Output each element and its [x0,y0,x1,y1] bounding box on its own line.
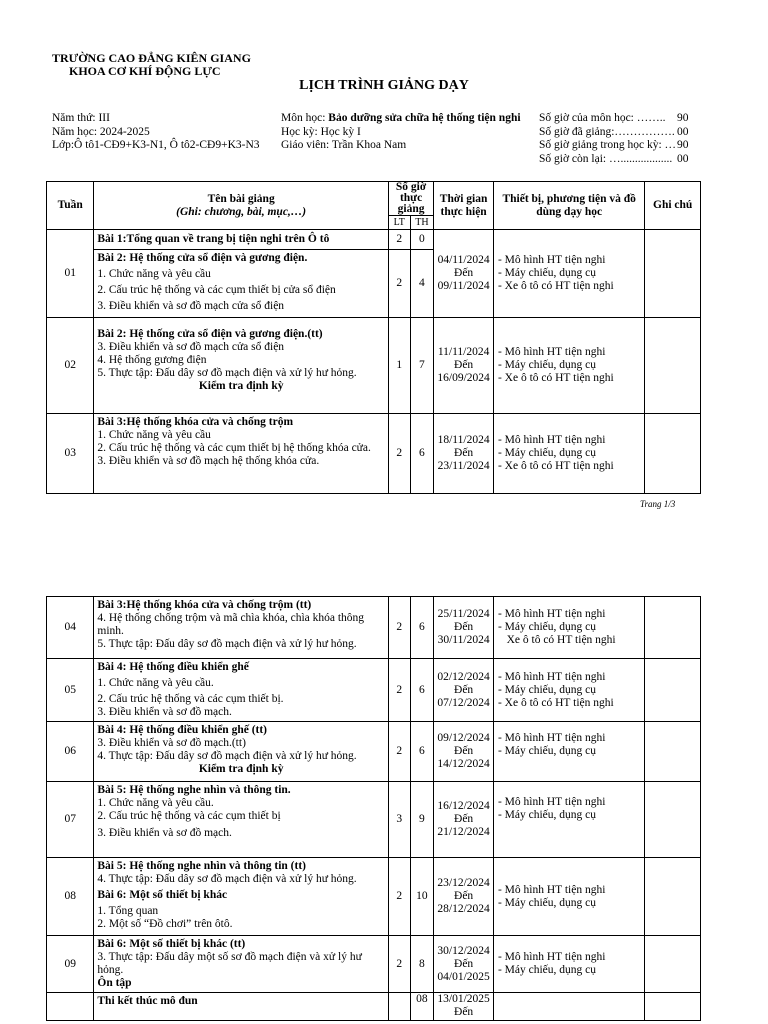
lesson-item: 1. Chức năng và yêu cầu [97,268,211,280]
equipment-cell [493,858,644,936]
col-lesson-note: (Ghi: chương, bài, mục,…) [176,205,307,218]
date-to-label: Đến [454,447,474,459]
equipment-cell [493,597,644,659]
equipment-cell [493,414,644,494]
equipment-item: - Mô hình HT tiện nghi [497,434,606,446]
equipment-item: - Mô hình HT tiện nghi [497,670,606,683]
lesson-item: 5. Thực tập: Đấu dây sơ đồ mạch điện và xử lý hư hỏng. [97,638,357,650]
date-cell [434,722,494,782]
week-cell: 03 [47,414,94,494]
date-cell [434,858,494,936]
school-year: Năm học: 2024-2025 [52,125,150,138]
lesson-item: 1. Chức năng và yêu cầu [97,429,211,441]
lt-cell: 2 [388,858,410,936]
date-cell [434,597,494,659]
date-to-label: Đến [454,813,474,825]
date-to-label: Đến [454,683,474,696]
lesson-title: Bài 3:Hệ thống khóa cửa và chống trộm (tt) [97,599,312,611]
lt-cell: 2 [388,250,410,318]
date-from: 25/11/2024 [437,608,490,620]
equipment-item: - Máy chiếu, dụng cụ [497,683,597,696]
week-cell: 08 [47,858,94,936]
lesson-extra: Kiểm tra định kỳ [198,380,284,392]
table-row [47,782,701,858]
th-cell: 8 [410,936,434,993]
col-th: TH [410,216,434,230]
class-info [52,112,260,153]
equipment-item: - Máy chiếu, dụng cụ [497,745,597,757]
lt-cell [388,993,410,1021]
note-cell [645,722,701,782]
note-cell [645,659,701,722]
equipment-item: - Xe ô tô có HT tiện nghi [497,696,614,709]
week-cell: 05 [47,659,94,722]
week-cell: 04 [47,597,94,659]
lesson-item: 2. Một số “Đồ chơi” trên ôtô. [97,918,233,930]
lesson-item: 4. Thực tập: Đấu dây sơ đồ mạch điện và xử lý hư hỏng. [97,873,357,885]
col-time: Thời gian thực hiện [434,182,494,230]
lesson-item: 1. Chức năng và yêu cầu. [97,797,214,809]
lesson-title: Bài 6: Một số thiết bị khác (tt) [97,938,246,950]
lesson-cell [94,858,389,936]
lesson-title: Bài 2: Hệ thống cửa sổ điện và gương điện. [97,252,308,264]
date-to: 23/11/2024 [437,460,490,472]
note-cell [645,414,701,494]
col-note: Ghi chú [645,182,701,230]
faculty-name: KHOA CƠ KHÍ ĐỘNG LỰC [69,64,221,78]
lesson-item: 4. Hệ thống chống trộm và mã chìa khóa, chìa khóa thông minh. [97,612,365,637]
week-cell: 01 [47,230,94,318]
date-to-label: Đến [454,890,474,902]
week-cell: 07 [47,782,94,858]
equipment-cell [493,993,644,1021]
date-cell [434,659,494,722]
lesson-cell [94,318,389,414]
hours-left-value: 00 [677,152,689,165]
lesson-item: 3. Điều khiển và sơ đồ mạch.(tt) [97,737,246,749]
col-lesson-title: Tên bài giảng [207,192,275,205]
lesson-item: 5. Thực tập: Đấu dây sơ đồ mạch điện và xử lý hư hỏng. [97,367,357,379]
th-cell: 6 [410,659,434,722]
lesson-cell [94,414,389,494]
date-to: 21/12/2024 [437,826,490,838]
date-to-label: Đến [454,957,474,970]
document-title: LỊCH TRÌNH GIẢNG DẠY [299,78,469,93]
lesson-title: Bài 4: Hệ thống điều khiển ghế (tt) [97,724,268,736]
class-name: Lớp:Ô tô1-CĐ9+K3-N1, Ô tô2-CĐ9+K3-N3 [52,139,260,151]
col-equipment: Thiết bị, phương tiện và đồ dùng dạy học [493,182,644,230]
th-cell: 08 [410,993,434,1021]
date-cell [434,993,494,1021]
lesson-item: 3. Thực tập: Đấu dây một số sơ đồ mạch điện và xử lý hư hỏng. [97,951,362,976]
hours-semester-label: Số giờ giảng trong học kỳ: … [539,139,677,151]
equipment-item: - Máy chiếu, dụng cụ [497,359,597,371]
lt-cell: 2 [388,722,410,782]
equipment-item: - Máy chiếu, dụng cụ [497,267,597,279]
lt-cell: 2 [388,597,410,659]
week-cell: 02 [47,318,94,414]
hours-total-label: Số giờ của môn học: …….. [539,112,666,124]
equipment-item: - Mô hình HT tiện nghi [497,346,606,358]
lesson-title: Bài 5: Hệ thống nghe nhìn và thông tin. [97,784,291,796]
date-cell [434,414,494,494]
date-from: 13/01/2025 [437,993,490,1005]
table-row [47,230,701,250]
school-header [52,52,251,78]
table-row [47,659,701,722]
equipment-item: - Mô hình HT tiện nghi [497,254,606,266]
date-to: 16/09/2024 [437,372,490,384]
equipment-item: - Xe ô tô có HT tiện nghi [497,460,614,472]
equipment-item: - Máy chiếu, dụng cụ [497,621,597,633]
date-to: 30/11/2024 [437,634,490,646]
schedule-table-page2 [46,596,701,1021]
lesson-item: 3. Điều khiển và sơ đồ mạch hệ thống khóa cửa. [97,455,320,467]
lt-cell: 2 [388,230,410,250]
lesson-item: 3. Điều khiển và sơ đồ mạch cửa sổ điện [97,341,285,353]
table-header-row [47,182,701,216]
th-cell: 6 [410,722,434,782]
lesson-item: 4. Thực tập: Đấu dây sơ đồ mạch điện và xử lý hư hỏng. [97,750,357,762]
lesson-title: Bài 2: Hệ thống cửa sổ điện và gương điện.(tt) [97,328,323,340]
table-row [47,722,701,782]
table-row [47,318,701,414]
col-lt: LT [388,216,410,230]
equipment-item: - Mô hình HT tiện nghi [497,951,606,963]
subject-value: Bảo dưỡng sửa chữa hệ thống tiện nghi [328,112,521,124]
hours-info [539,112,689,166]
date-to-label: Đến [454,1006,474,1018]
date-from: 11/11/2024 [437,346,490,358]
date-to-label: Đến [454,745,474,757]
table-row [47,858,701,936]
equipment-item: - Máy chiếu, dụng cụ [497,447,597,459]
hours-done-label: Số giờ đã giảng:……………. [539,125,675,138]
col-lesson [94,182,389,230]
equipment-item: - Mô hình HT tiện nghi [497,608,606,620]
subject-label: Môn học: [281,112,329,124]
lesson-item: 2. Cấu trúc hệ thống và các cụm thiết bị hệ thống khóa cửa. [97,442,371,454]
subject [281,112,521,126]
equipment-cell [493,936,644,993]
date-from: 02/12/2024 [437,670,490,683]
lesson-extra: Kiểm tra định kỳ [198,763,284,775]
date-from: 23/12/2024 [437,877,490,889]
date-to-label: Đến [454,621,474,633]
page-number: Trang 1/3 [640,499,676,509]
date-to-label: Đến [454,359,474,371]
date-from: 09/12/2024 [437,732,490,744]
equipment-cell [493,782,644,858]
th-cell: 9 [410,782,434,858]
equipment-item: - Máy chiếu, dụng cụ [497,809,597,821]
th-cell: 6 [410,597,434,659]
hours-done-value: 00 [677,125,689,138]
date-to: 28/12/2024 [437,903,490,915]
lesson-item: 2. Cấu trúc hệ thống và các cụm thiết bị cửa sổ điện [97,284,336,296]
lesson-title: Bài 3:Hệ thống khóa cửa và chống trộm [97,416,294,428]
date-cell [434,230,494,318]
date-from: 30/12/2024 [437,944,490,957]
equipment-cell [493,722,644,782]
date-to: 14/12/2024 [437,758,490,770]
lesson-title: Bài 5: Hệ thống nghe nhìn và thông tin (tt) [97,860,307,872]
lesson-title: Bài 1:Tổng quan về trang bị tiện nghi trên Ô tô [97,233,330,245]
note-cell [645,230,701,318]
week-cell [47,993,94,1021]
note-cell [645,782,701,858]
hours-total-value: 90 [677,112,689,124]
col-hours: Số giờ thực giảng [388,182,433,216]
lesson-item: 3. Điều khiển và sơ đồ mạch cửa sổ điện [97,300,285,312]
th-cell: 6 [410,414,434,494]
lesson-cell [94,250,389,318]
th-cell: 7 [410,318,434,414]
lesson-extra: Ôn tập [97,977,132,989]
hours-left-label: Số giờ còn lại: ….................. [539,152,673,165]
week-cell: 09 [47,936,94,993]
lesson-cell [94,659,389,722]
note-cell [645,858,701,936]
week-cell: 06 [47,722,94,782]
lesson-cell [94,722,389,782]
lt-cell: 3 [388,782,410,858]
lesson-cell [94,782,389,858]
date-to: 07/12/2024 [437,696,490,709]
equipment-item: - Mô hình HT tiện nghi [497,796,606,808]
equipment-item: Xe ô tô có HT tiện nghi [497,634,616,646]
table-row [47,993,701,1021]
note-cell [645,936,701,993]
equipment-item: - Mô hình HT tiện nghi [497,732,606,744]
table-row [47,597,701,659]
lesson-title: Bài 6: Một số thiết bị khác [97,889,228,901]
equipment-item: - Xe ô tô có HT tiện nghi [497,280,614,292]
lesson-item: 2. Cấu trúc hệ thống và các cụm thiết bị [97,810,281,822]
lesson-cell [94,936,389,993]
date-from: 16/12/2024 [437,800,490,812]
table-row [47,414,701,494]
schedule-table-page1 [46,181,701,494]
teacher: Giáo viên: Trần Khoa Nam [281,139,407,151]
th-cell: 10 [410,858,434,936]
equipment-item: - Xe ô tô có HT tiện nghi [497,372,614,384]
th-cell: 0 [410,230,434,250]
equipment-cell [493,318,644,414]
equipment-item: - Máy chiếu, dụng cụ [497,964,597,976]
col-week: Tuần [47,182,94,230]
date-to: 04/01/2025 [437,970,490,983]
lesson-title: Bài 4: Hệ thống điều khiển ghế [97,661,249,673]
lesson-item: 3. Điều khiển và sơ đồ mạch. [97,827,232,839]
lt-cell: 2 [388,659,410,722]
date-cell [434,782,494,858]
lesson-item: 1. Chức năng và yêu cầu. [97,677,214,689]
lesson-item: 1. Tổng quan [97,905,159,917]
date-from: 04/11/2024 [437,254,490,266]
equipment-item: - Mô hình HT tiện nghi [497,883,606,896]
equipment-cell [493,230,644,318]
hours-semester-value: 90 [677,139,689,151]
note-cell [645,993,701,1021]
note-cell [645,597,701,659]
date-to-label: Đến [454,267,474,279]
lt-cell: 2 [388,414,410,494]
note-cell [645,318,701,414]
lesson-item: 3. Điều khiển và sơ đồ mạch. [97,706,232,718]
date-cell [434,318,494,414]
date-to: 09/11/2024 [437,280,490,292]
lesson-item: 2. Cấu trúc hệ thống và các cụm thiết bị. [97,693,284,705]
semester: Học kỳ: Học kỳ I [281,125,361,138]
th-cell: 4 [410,250,434,318]
equipment-cell [493,659,644,722]
lt-cell: 1 [388,318,410,414]
date-cell [434,936,494,993]
date-from: 18/11/2024 [437,434,490,446]
lt-cell: 2 [388,936,410,993]
equipment-item: - Máy chiếu, dụng cụ [497,896,597,909]
lesson-title: Thi kết thúc mô đun [97,995,198,1007]
lesson-cell [94,597,389,659]
lesson-cell [94,993,389,1021]
year-of-study: Năm thứ: III [52,112,110,124]
table-row [47,936,701,993]
subject-info [281,112,521,153]
lesson-item: 4. Hệ thống gương điện [97,354,207,366]
school-name: TRƯỜNG CAO ĐẲNG KIÊN GIANG [52,51,251,65]
